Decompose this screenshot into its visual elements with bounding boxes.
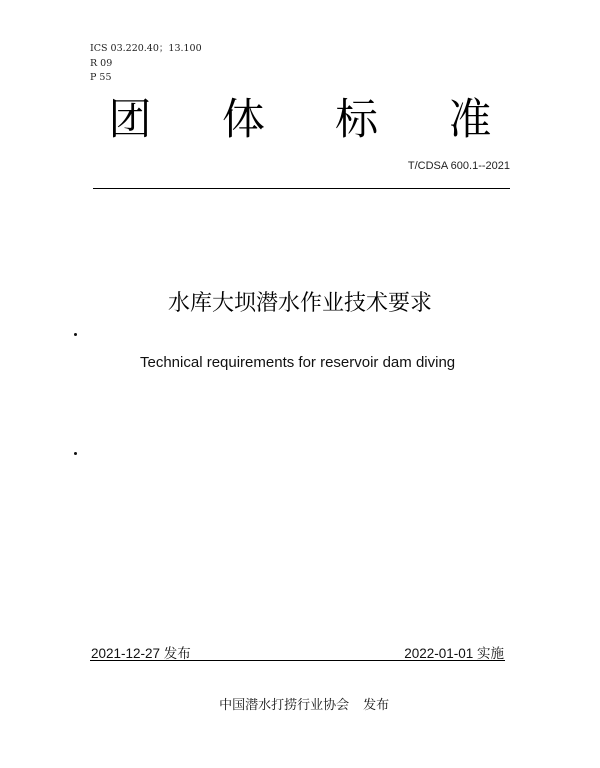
document-title-zh: 水库大坝潜水作业技术要求 (167, 291, 432, 316)
standard-type-char: 标 (335, 95, 379, 145)
standard-number: T/CDSA 600.1--2021 (407, 160, 510, 172)
bullet-dot (74, 452, 77, 455)
top-divider (93, 188, 510, 189)
standard-type-title (100, 92, 500, 148)
classification-codes (90, 42, 202, 86)
document-title-en: Technical requirements for reservoir dam diving (140, 354, 456, 371)
classification-code: P 55 (90, 72, 112, 83)
issuer-action: 发布 (363, 698, 390, 713)
standard-type-char: 团 (108, 95, 152, 145)
ics-code: ICS 03.220.40；13.100 (90, 43, 202, 54)
bullet-dot (74, 333, 77, 336)
issue-date: 2021-12-27 发布 (91, 646, 191, 661)
standard-type-char: 体 (221, 95, 265, 145)
issuer-line (0, 679, 600, 713)
standard-type-char: 准 (448, 95, 492, 145)
issuer-name: 中国潜水打捞行业协会 (219, 698, 350, 713)
bottom-divider (90, 660, 505, 661)
ccs-code: R 09 (90, 57, 113, 69)
implementation-date: 2022-01-01 实施 (404, 646, 504, 661)
